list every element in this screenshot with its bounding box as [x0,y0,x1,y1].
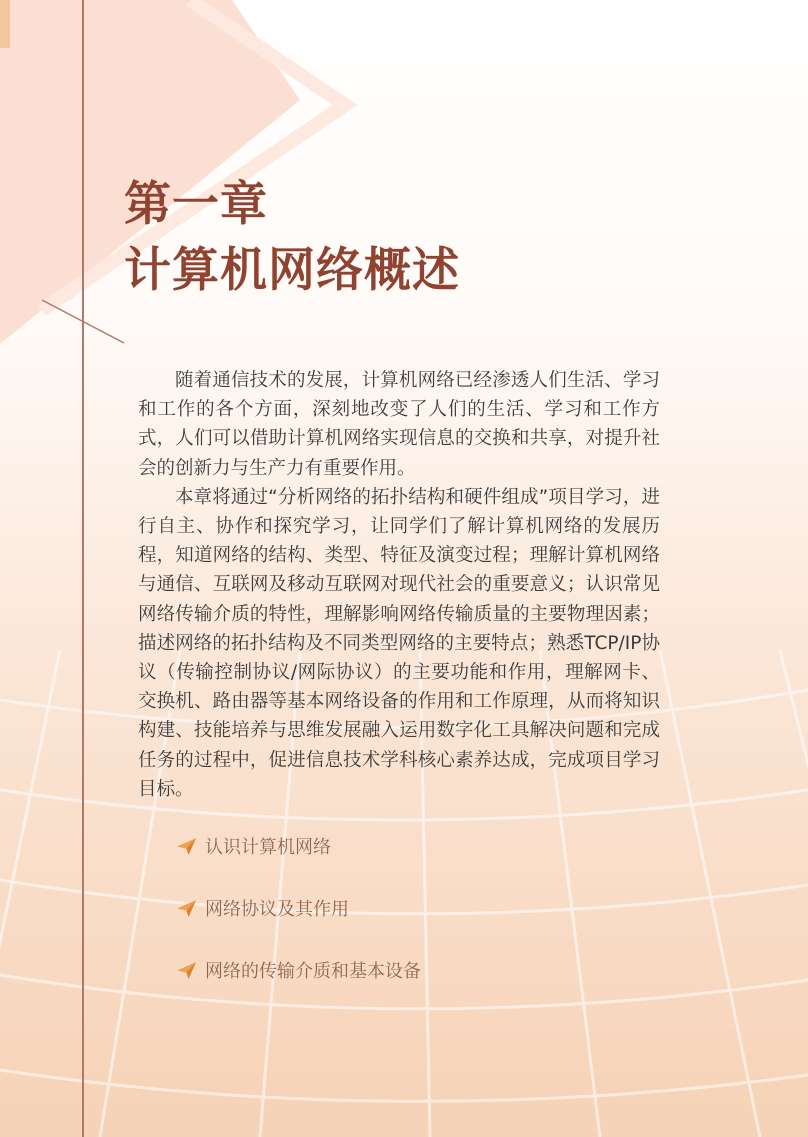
topic-label: 网络的传输介质和基本设备 [205,961,421,982]
vertical-divider-line [82,0,84,1137]
paper-plane-icon [176,960,197,981]
topic-label: 认识计算机网络 [205,837,331,858]
corner-accent [0,0,10,48]
topic-item [176,893,421,923]
chapter-intro [138,366,660,804]
chapter-heading [124,172,460,304]
chapter-title: 计算机网络概述 [124,243,460,298]
topic-item [176,831,421,861]
paper-plane-icon [176,898,197,919]
paper-plane-icon [176,836,197,857]
topic-label: 网络协议及其作用 [205,899,349,920]
intro-paragraph: 本章将通过“分析网络的拓扑结构和硬件组成”项目学习，进行自主、协作和探究学习，让同学们了解计算机网络的发展历程，知道网络的结构、类型、特征及演变过程；理解计算机网络与通信、互联网及移动互联网对现代社会的重要意义；认识常见网络传输介质的特性，理解影响网络传输质量的主要物理因素；描述网络的拓扑结构及不同类型网络的主要特点；熟悉TCP/IP协议（传输控制协议/网际协议）的主要功能和作用，理解网卡、交换机、路由器等基本网络设备的作用和工作原理，从而将知识构建、技能培养与思维发展融入运用数字化工具解决问题和完成任务的过程中，促进信息技术学科核心素养达成，完成项目学习目标。 [138,486,660,800]
intro-paragraph: 随着通信技术的发展，计算机网络已经渗透人们生活、学习和工作的各个方面，深刻地改变了人们的生活、学习和工作方式，人们可以借助计算机网络实现信息的交换和共享，对提升社会的创新力与生产力有重要作用。 [138,370,660,479]
topic-item [176,955,421,985]
chapter-number: 第一章 [124,177,268,232]
topic-list [176,831,421,1017]
